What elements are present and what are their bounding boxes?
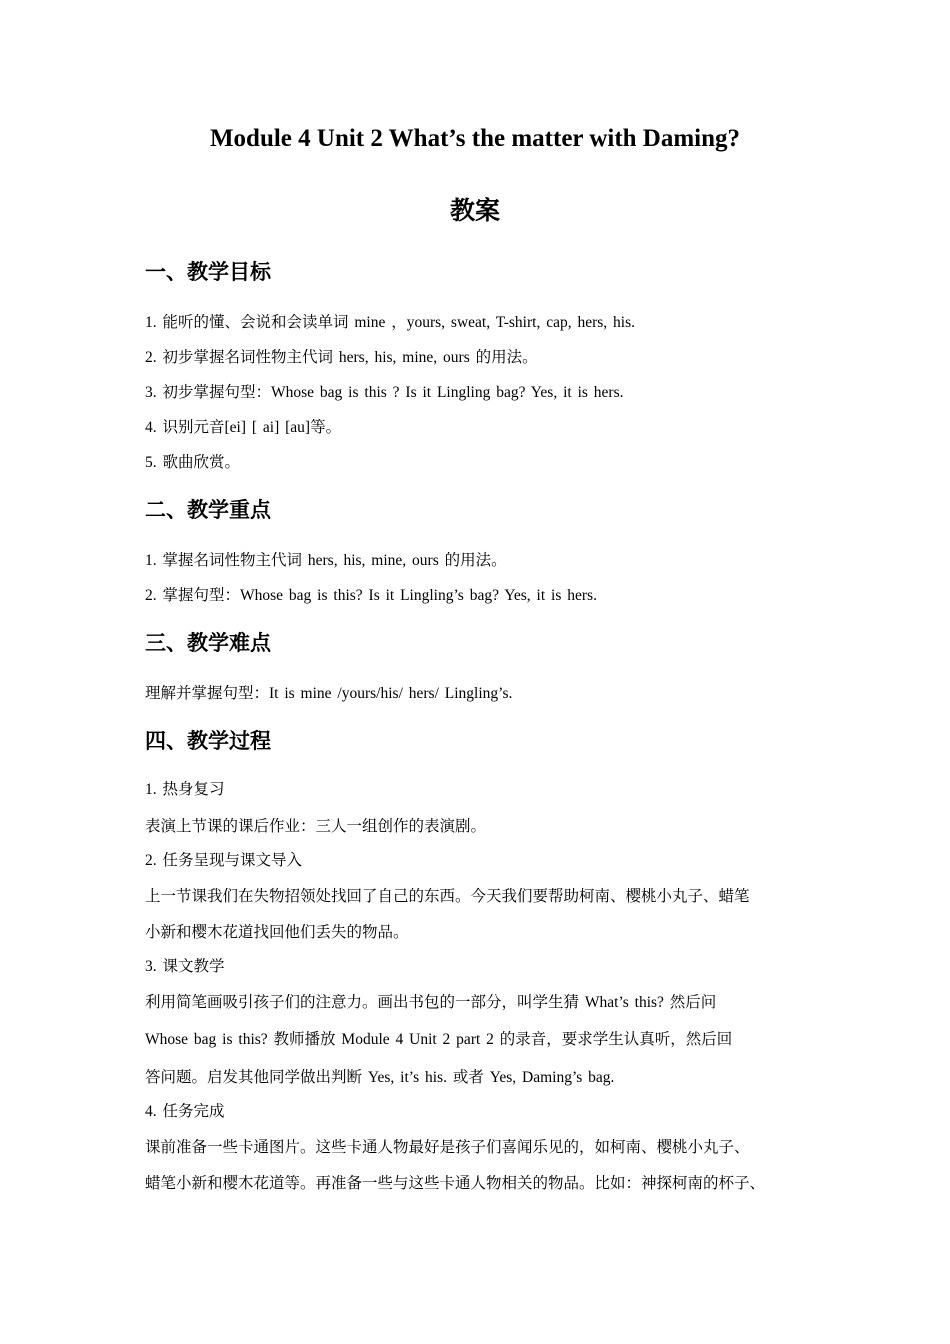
process-line: 表演上节课的课后作业：三人一组创作的表演剧。 <box>145 818 487 835</box>
section-heading-process: 四、教学过程 <box>145 729 271 753</box>
process-line: 4. 任务完成 <box>145 1103 225 1120</box>
objective-line: 3. 初步掌握句型：Whose bag is this ? Is it Lingling bag? Yes, it is hers. <box>145 384 624 401</box>
process-line: 利用简笔画吸引孩子们的注意力。画出书包的一部分，叫学生猜 What’s this? 然后问 <box>145 994 717 1011</box>
section-heading-difficulties: 三、教学难点 <box>145 631 271 655</box>
objective-line: 2. 初步掌握名词性物主代词 hers, his, mine, ours 的用法。 <box>145 349 538 366</box>
process-line: 2. 任务呈现与课文导入 <box>145 852 303 869</box>
process-line: 上一节课我们在失物招领处找回了自己的东西。今天我们要帮助柯南、樱桃小丸子、蜡笔 <box>145 888 750 905</box>
objective-line: 1. 能听的懂、会说和会读单词 mine ，yours, sweat, T-shirt, cap, hers, his. <box>145 314 636 331</box>
process-line: Whose bag is this? 教师播放 Module 4 Unit 2 part 2 的录音，要求学生认真听，然后回 <box>145 1031 733 1048</box>
section-heading-objectives: 一、教学目标 <box>145 260 271 284</box>
process-line: 1. 热身复习 <box>145 781 225 798</box>
process-line: 答问题。启发其他同学做出判断 Yes, it’s his. 或者 Yes, Daming’s bag. <box>145 1069 615 1086</box>
process-line: 小新和樱木花道找回他们丢失的物品。 <box>145 924 409 941</box>
key-point-line: 2. 掌握句型：Whose bag is this? Is it Lingling’s bag? Yes, it is hers. <box>145 587 597 604</box>
objective-line: 4. 识别元音[ei] [ ai] [au]等。 <box>145 419 342 436</box>
document-subtitle: 教案 <box>449 196 500 225</box>
process-line: 课前准备一些卡通图片。这些卡通人物最好是孩子们喜闻乐见的，如柯南、樱桃小丸子、 <box>145 1139 750 1156</box>
objective-line: 5. 歌曲欣赏。 <box>145 454 241 471</box>
key-point-line: 1. 掌握名词性物主代词 hers, his, mine, ours 的用法。 <box>145 552 507 569</box>
process-line: 3. 课文教学 <box>145 958 225 975</box>
process-line: 蜡笔小新和樱木花道等。再准备一些与这些卡通人物相关的物品。比如：神探柯南的杯子、 <box>145 1175 766 1192</box>
section-heading-key-points: 二、教学重点 <box>145 498 271 522</box>
difficulty-line: 理解并掌握句型：It is mine /yours/his/ hers/ Lingling’s. <box>145 685 513 702</box>
document-title: Module 4 Unit 2 What’s the matter with Daming? <box>209 125 741 152</box>
